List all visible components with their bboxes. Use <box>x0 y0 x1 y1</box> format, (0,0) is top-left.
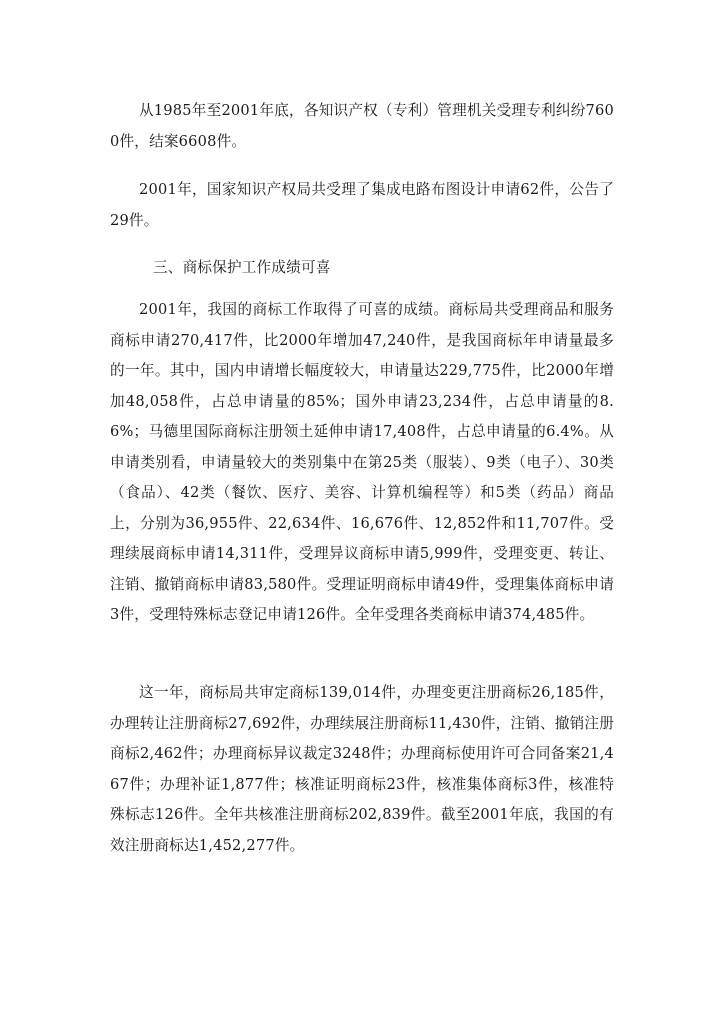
paragraph-integrated-circuit-layout: 2001年，国家知识产权局共受理了集成电路布图设计申请62件，公告了29件。 <box>110 181 614 229</box>
paragraph-patent-disputes: 从1985年至2001年底，各知识产权（专利）管理机关受理专利纠纷7600件，结案6608件。 <box>110 102 614 150</box>
section-heading-trademark: 三、商标保护工作成绩可喜 <box>153 259 331 276</box>
paragraph-trademark-registrations: 这一年，商标局共审定商标139,014件，办理变更注册商标26,185件，办理转让注册商标27,692件，办理续展注册商标11,430件，注销、撤销注册商标2,462件；办理商标异议裁定3248件；办理商标使用许可合同备案21,467件；办理补证1,877件；核准证明商标23件，核准集体商标3件，核准特殊标志126件。全年共核准注册商标202,839件。截至2001年底，我国的有效注册商标达1,452,277件。 <box>110 684 614 854</box>
paragraph-trademark-applications: 2001年，我国的商标工作取得了可喜的成绩。商标局共受理商品和服务商标申请270,417件，比2000年增加47,240件，是我国商标年申请量最多的一年。其中，国内申请增长幅度较大，申请量达229,775件，比2000年增加48,058件，占总申请量的85%；国外申请23,234件，占总申请量的8.6%；马德里国际商标注册领土延伸申请17,408件，占总申请量的6.4%。从申请类别看，申请量较大的类别集中在第25类（服装）、9类（电子）、30类（食品）、42类（餐饮、医疗、美容、计算机编程等）和5类（药品）商品上，分别为36,955件、22,634件、16,676件、12,852件和11,707件。受理续展商标申请14,311件，受理异议商标申请5,999件，受理变更、转让、注销、撤销商标申请83,580件。受理证明商标申请49件，受理集体商标申请3件，受理特殊标志登记申请126件。全年受理各类商标申请374,485件。 <box>110 301 614 623</box>
